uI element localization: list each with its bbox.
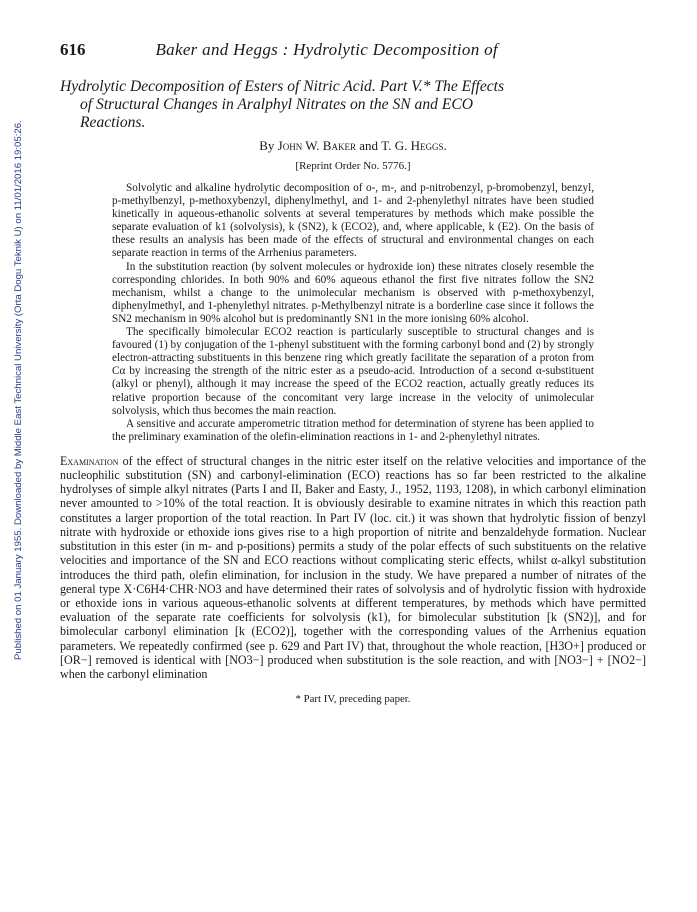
abstract-paragraph: Solvolytic and alkaline hydrolytic decomposition of o-, m-, and p-nitrobenzyl, p-bromobenzyl, benzyl, p-methylbenzyl, p-methoxybenzyl, diphenylmethyl, and 1- and 2-phenylethyl nitrates have been studied kinetically in aqueous-ethanolic solvents at several temperatures by methods which make possible the separate evaluation of k1 (solvolysis), k (SN2), k (ECO2), and, where applicable, k (E2). On the basis of these results an analysis has been made of the effects of structural and environmental changes on each separate reaction in terms of the Arrhenius parameters. <box>112 182 594 260</box>
page-number: 616 <box>60 40 86 59</box>
footnote: * Part IV, preceding paper. <box>295 693 411 706</box>
abstract-paragraph: The specifically bimolecular ECO2 reaction is particularly susceptible to structural changes and is favoured (1) by conjugation of the 1-phenyl substituent with the forming carbonyl bond and (2) by strongly electron-attracting substituents in this benzene ring which greatly facilitate the separation of a proton from Cα by increasing the strength of the nitric ester as a pseudo-acid. Introduction of a second α-substituent (alkyl or phenyl), although it may increase the speed of the ECO2 reaction, actually greatly reduces its relative proportion because of the concomitant very large increase in the velocity of unimolecular solvolysis, which thus becomes the main reaction. <box>112 326 594 417</box>
abstract-paragraph: In the substitution reaction (by solvent molecules or hydroxide ion) these nitrates closely resemble the corresponding chlorides. In both 90% and 60% aqueous ethanol the first five nitrates follow the SN2 mechanism, whilst a change to the unimolecular mechanism is observed with p-methoxybenzyl, diphenylmethyl, and 1-phenylethyl nitrates. p-Methylbenzyl nitrate is a borderline case since it follows the SN2 mechanism in 90% alcohol but is predominantly SN1 in the more ionising 60% alcohol. <box>112 260 594 325</box>
running-title: Baker and Heggs : Hydrolytic Decomposition of <box>155 40 498 59</box>
abstract <box>112 182 594 444</box>
download-watermark <box>2 20 24 660</box>
author-name: T. G. Heggs. <box>381 138 447 153</box>
body-text <box>60 454 646 681</box>
lead-small-caps: Examination <box>60 453 119 468</box>
author-line <box>60 138 646 154</box>
author-prefix: By <box>259 138 275 153</box>
title-line: Hydrolytic Decomposition of Esters of Nitric Acid. Part V.* The Effects <box>60 78 505 95</box>
title-line: Reactions. <box>80 114 146 131</box>
running-head <box>60 40 646 60</box>
article-title <box>60 78 646 132</box>
abstract-paragraph: A sensitive and accurate amperometric titration method for determination of styrene has been applied to the preliminary examination of the olefin-elimination reactions in 1- and 2-phenylethyl nitrates. <box>112 417 594 443</box>
journal-page <box>60 40 646 705</box>
reprint-note: [Reprint Order No. 5776.] <box>295 160 411 172</box>
body-paragraph <box>60 454 646 681</box>
title-line: of Structural Changes in Aralphyl Nitrates on the SN and ECO <box>80 96 474 113</box>
body-paragraph-text: of the effect of structural changes in the nitric ester itself on the relative velocities and importance of the nucleophilic substitution (SN) and carbonyl-elimination (ECO) reactions has so far been restricted to the alkaline hydrolyses of simple alkyl nitrates (Parts I and II, Baker and Easty, J., 1952, 1193, 1208), in which carbonyl elimination never amounted to >10% of the total reaction. It is obviously desirable to examine nitrates in which this reaction path constitutes a larger proportion of the total reaction. In Part IV (loc. cit.) it was shown that hydrolytic fission of benzyl nitrate with hydroxide or ethoxide ions gives rise to a high proportion of nitrite and benzaldehyde formation. Nuclear substitution in this ester (in m- and p-positions) permits a study of the polar effects of such substituents on the relative velocities and importance of the SN and ECO reactions without complicating steric effects, whilst α-alkyl substitution introduces the third path, olefin elimination, for inclusion in the study. We have prepared a number of nitrates of the general type X·C6H4·CHR·NO3 and have determined their rates of solvolysis and of hydrolytic fission with hydroxide or ethoxide ions in various aqueous-ethanolic solvents at different temperatures, by methods which have permitted evaluation of the separate rate coefficients for solvolysis (k1), for bimolecular substitution [k (SN2)], and for bimolecular carbonyl elimination [k (ECO2)], together with the corresponding values of the Arrhenius equation parameters. We repeatedly confirmed (see p. 629 and Part IV) that, throughout the whole reaction, [H3O+] produced or [OR−] removed is identical with [NO3−] produced when substitution is the sole reaction, and with [NO3−] + [NO2−] when the carbonyl elimination <box>60 453 646 681</box>
author-connector: and <box>359 138 378 153</box>
download-watermark-text: Published on 01 January 1955. Downloaded by Middle East Technical University (Orta Dogu Teknik U) on 11/01/2016 19:05:26. <box>13 120 24 660</box>
author-name: John W. Baker <box>277 138 356 153</box>
